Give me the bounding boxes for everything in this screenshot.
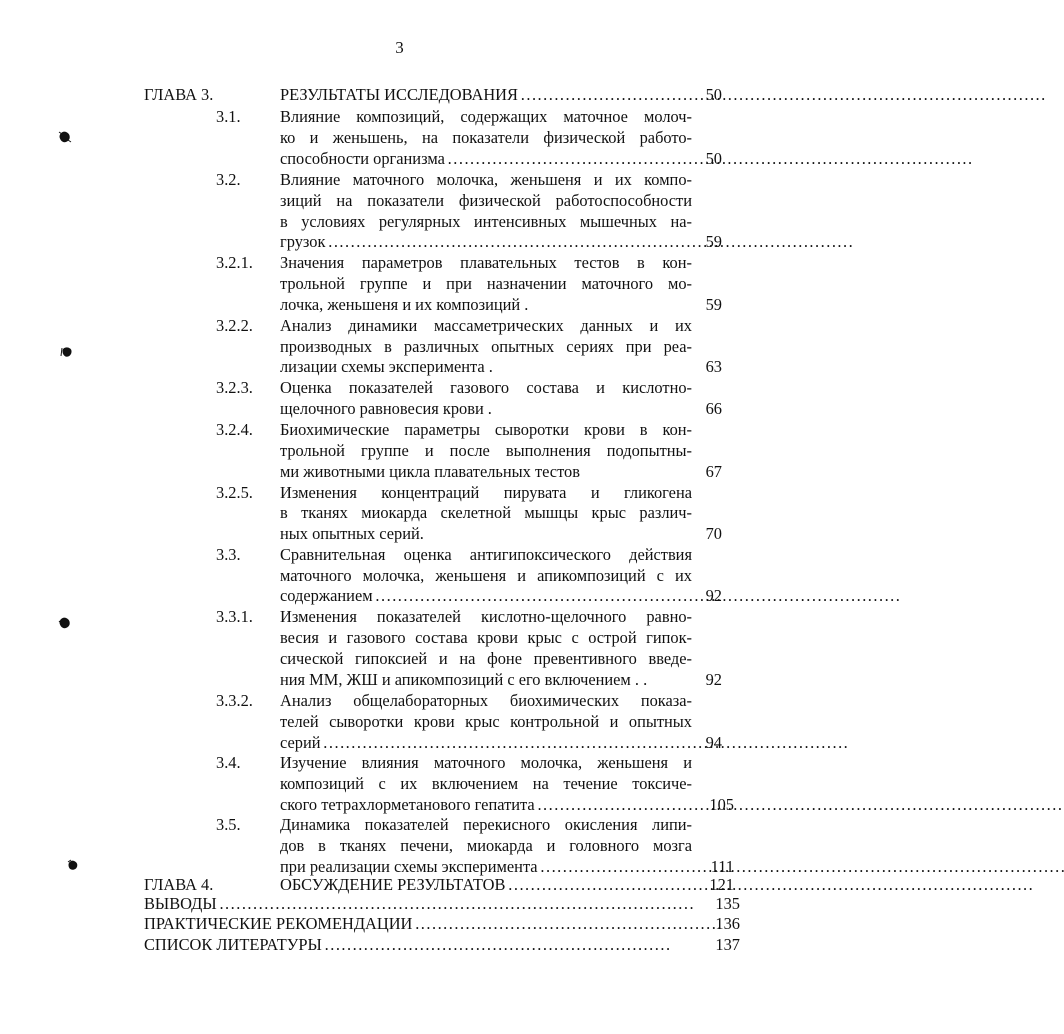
toc-title: Влияние маточного молочка, женьшеня и их компо- [280,170,692,189]
toc-title: Изменения концентраций пирувата и гликогена [280,483,692,502]
toc-page: 111 [710,857,734,876]
toc-title: в тканях миокарда скелетной мышцы крыс различ- [280,503,692,522]
toc-title: ных опытных серий. [280,524,424,543]
toc-label: 3.3.2. [216,691,253,710]
toc-title: дов в тканях печени, миокарда и головного мозга [280,836,692,855]
toc-section-title: ПРАКТИЧЕСКИЕ РЕКОМЕНДАЦИИ . . . . . . . . . . . . . . . . . . . . . . . . . . . . . . . . . . . . . . . . . . . . . . . . . . . . . . . [144,914,721,933]
toc-title: Биохимические параметры сыворотки крови в кон- [280,420,692,439]
toc-title: Сравнительная оценка антигипоксического действия [280,545,692,564]
toc-page: 66 [705,399,722,418]
binding-hole-mark [58,616,72,630]
toc-label: 3.2.5. [216,483,253,502]
toc-title: Изменения показателей кислотно-щелочного равно- [280,607,692,626]
toc-page: 135 [715,894,740,913]
toc-title: производных в различных опытных сериях при реа- [280,337,692,356]
toc-title: ния ММ, ЖШ и апикомпозиций с его включением . . [280,670,648,689]
toc-title: серий . . . [280,732,662,754]
toc-title: способности организма . . . [280,148,688,170]
toc-page: 105 [709,795,734,814]
binding-hole-mark [60,345,74,359]
toc-page: 63 [705,357,722,376]
toc-title: щелочного равновесия крови . [280,399,492,418]
toc-title: Динамика показателей перекисного окисления липи- [280,815,692,834]
toc-page: 50 [705,85,722,104]
toc-page: 137 [715,935,740,954]
toc-page: 67 [705,462,722,481]
toc-page: 59 [705,232,722,251]
toc-label: 3.3. [216,545,241,564]
toc-label: 3.2.4. [216,420,253,439]
toc-page: 121 [709,875,734,894]
toc-title: ского тетрахлорметанового гепатита . . . [280,794,684,816]
toc-title: грузок . . . [280,231,688,253]
toc-page: 50 [705,149,722,168]
toc-title: ОБСУЖДЕНИЕ РЕЗУЛЬТАТОВ . . . [280,874,688,896]
toc-label: 3.1. [216,107,241,126]
toc-page: 136 [715,914,740,933]
toc-label: ГЛАВА 3. [144,85,214,104]
toc-label: ГЛАВА 4. [144,875,214,894]
toc-label: 3.5. [216,815,241,834]
toc-title: при реализации схемы эксперимента . . . [280,856,688,878]
toc-title: содержанием . . . [280,585,688,607]
toc-title: ми животными цикла плавательных тестов [280,462,580,481]
toc-title: Изучение влияния маточного молочка, женьшеня и [280,753,692,772]
toc-title: весия и газового состава крови крыс с острой гипок- [280,628,692,647]
binding-hole-mark [66,858,80,872]
toc-title: лизации схемы эксперимента . [280,357,493,376]
toc-title: композиций с их включением на течение токсиче- [280,774,692,793]
toc-title: лочка, женьшеня и их композиций . [280,295,529,314]
toc-title: зиций на показатели физической работоспособности [280,191,692,210]
toc-title: трольной группе и после выполнения подопытны- [280,441,692,460]
toc-label: 3.3.1. [216,607,253,626]
toc-label: 3.4. [216,753,241,772]
page-number: 3 [395,38,404,57]
toc-page: 59 [705,295,722,314]
toc-title: Анализ динамики массаметрических данных и их [280,316,692,335]
toc-label: 3.2.2. [216,316,253,335]
toc-section-title: СПИСОК ЛИТЕРАТУРЫ . . . . . . . . . . . . . . . . . . . . . . . . . . . . . . . . . . . . . . . . . . . . . . . . . . . . . . . . . . . . . . [144,935,669,954]
toc-label: 3.2.3. [216,378,253,397]
toc-page: 92 [705,670,722,689]
toc-page: 94 [705,733,722,752]
toc-title: в условиях регулярных интенсивных мышечных на- [280,212,692,231]
toc-title: РЕЗУЛЬТАТЫ ИССЛЕДОВАНИЯ . . . [280,84,688,106]
toc-label: 3.2.1. [216,253,253,272]
toc-title: Влияние композиций, содержащих маточное молоч- [280,107,692,126]
toc-section-title: ВЫВОДЫ . . . . . . . . . . . . . . . . . . . . . . . . . . . . . . . . . . . . . . . . . . . . . . . . . . . . . . . . . . . . . . . . . . . . . . . . . . . . . . . . . . . . . [144,894,693,913]
toc-page: 92 [705,586,722,605]
toc-title: телей сыворотки крови крыс контрольной и опытных [280,712,692,731]
toc-title: маточного молочка, женьшеня и апикомпозиций с их [280,566,692,585]
toc-title: трольной группе и при назначении маточного мо- [280,274,692,293]
toc-page: 70 [705,524,722,543]
toc-label: 3.2. [216,170,241,189]
toc-title: сической гипоксией и на фоне превентивного введе- [280,649,692,668]
toc-title: Анализ общелабораторных биохимических показа- [280,691,692,710]
toc-title: Оценка показателей газового состава и кислотно- [280,378,692,397]
toc-title: ко и женьшень, на показатели физической работо- [280,128,692,147]
toc-title: Значения параметров плавательных тестов в кон- [280,253,692,272]
binding-hole-mark [58,130,72,144]
